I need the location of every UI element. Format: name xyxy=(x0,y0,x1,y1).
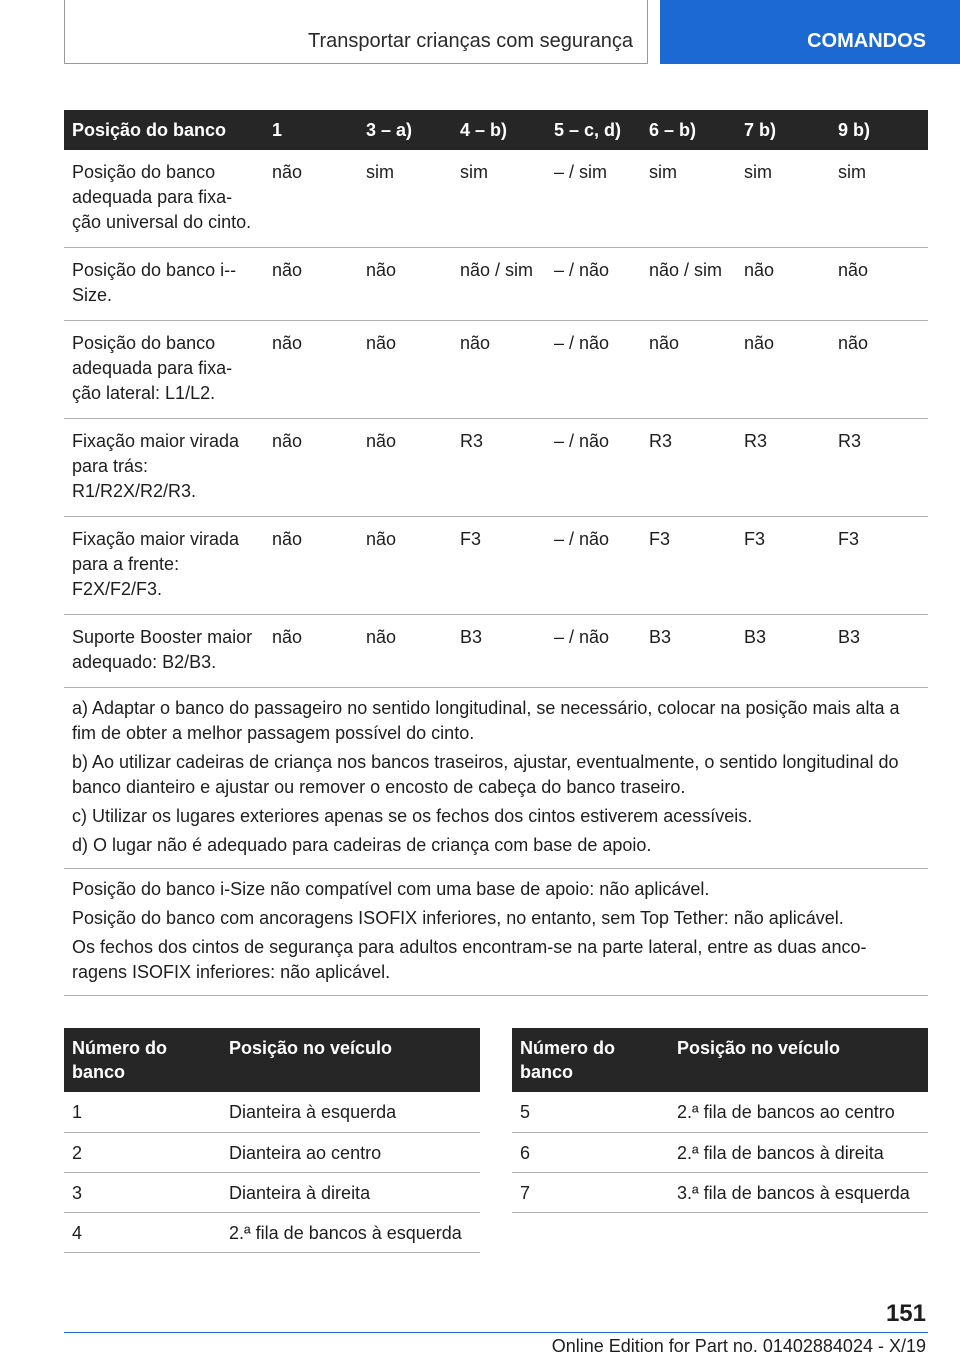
table-header-row xyxy=(512,1028,928,1092)
table-cell: não xyxy=(452,321,546,419)
table-header-row xyxy=(64,110,928,150)
row-label: Fixação maior virada para a frente: F2X/F2/F3. xyxy=(64,517,264,615)
table-row xyxy=(512,1172,928,1212)
row-label: Suporte Booster maior adequado: B2/B3. xyxy=(64,615,264,688)
table-cell: sim xyxy=(830,150,928,248)
table-cell: sim xyxy=(736,150,830,248)
seat-position: 3.ª fila de bancos à esquerda xyxy=(669,1172,928,1212)
table-cell: não xyxy=(358,321,452,419)
seat-number: 4 xyxy=(64,1212,221,1252)
table-cell: B3 xyxy=(641,615,736,688)
seat-number-table-right xyxy=(512,1028,928,1213)
footer-divider xyxy=(64,1332,928,1333)
seat-number: 6 xyxy=(512,1132,669,1172)
header-chapter-box xyxy=(64,0,648,64)
table-cell: F3 xyxy=(452,517,546,615)
header-section-tab xyxy=(660,0,960,64)
table-cell: não xyxy=(264,321,358,419)
table-cell: B3 xyxy=(452,615,546,688)
column-header: Posição no veículo xyxy=(221,1028,480,1092)
table-cell: R3 xyxy=(736,419,830,517)
table-cell: R3 xyxy=(830,419,928,517)
column-header: 1 xyxy=(264,110,358,150)
table-row xyxy=(64,419,928,517)
table-cell: não xyxy=(358,615,452,688)
table-cell: sim xyxy=(452,150,546,248)
table-cell: – / não xyxy=(546,615,641,688)
seat-position: Dianteira à esquerda xyxy=(221,1092,480,1132)
table-cell: não / sim xyxy=(641,248,736,321)
table-row xyxy=(64,517,928,615)
table-row xyxy=(512,1132,928,1172)
seat-number: 5 xyxy=(512,1092,669,1132)
note: Posição do banco i-Size não compatível com uma base de apoio: não aplicável. xyxy=(72,879,710,899)
table-cell: não / sim xyxy=(452,248,546,321)
table-row xyxy=(64,1212,480,1252)
table-cell: – / não xyxy=(546,419,641,517)
table-cell: B3 xyxy=(736,615,830,688)
table-cell: sim xyxy=(358,150,452,248)
table-row xyxy=(64,1092,480,1132)
table-cell: não xyxy=(264,248,358,321)
note: Posição do banco com ancoragens ISOFIX inferiores, no entanto, sem Top Tether: não aplicável. xyxy=(72,908,844,928)
table-cell: não xyxy=(736,248,830,321)
footnote: c) Utilizar os lugares exteriores apenas se os fechos dos cintos estiverem acessíveis. xyxy=(72,806,753,826)
table-row xyxy=(64,150,928,248)
column-header: Posição no veículo xyxy=(669,1028,928,1092)
seat-compatibility-table xyxy=(64,110,928,996)
table-cell: – / sim xyxy=(546,150,641,248)
seat-number: 1 xyxy=(64,1092,221,1132)
table-row xyxy=(64,248,928,321)
seat-position: Dianteira ao centro xyxy=(221,1132,480,1172)
row-label: Fixação maior virada para trás: R1/R2X/R2/R3. xyxy=(64,419,264,517)
seat-number: 7 xyxy=(512,1172,669,1212)
column-header: 5 – c, d) xyxy=(546,110,641,150)
footnote: d) O lugar não é adequado para cadeiras de criança com base de apoio. xyxy=(72,835,652,855)
table-cell: não xyxy=(830,248,928,321)
table-cell: não xyxy=(358,419,452,517)
footnotes-block xyxy=(64,688,928,869)
table-cell: B3 xyxy=(830,615,928,688)
table-cell: – / não xyxy=(546,321,641,419)
row-label: Posição do banco i--Size. xyxy=(64,248,264,321)
table-cell: não xyxy=(264,150,358,248)
row-label: Posição do banco adequada para fixa-ção universal do cinto. xyxy=(64,150,264,248)
footnotes-cell xyxy=(64,688,928,997)
notes-block xyxy=(64,869,928,996)
footnote: b) Ao utilizar cadeiras de criança nos bancos traseiros, ajustar, eventualmente, o sentido longitudinal do banco dianteiro e ajustar ou remover o encosto de cabeça do banco traseiro. xyxy=(72,752,899,797)
table-row xyxy=(64,1172,480,1212)
table-cell: não xyxy=(264,517,358,615)
table-cell: não xyxy=(358,248,452,321)
edition-note: Online Edition for Part no. 01402884024 - X/19 xyxy=(551,1336,926,1356)
seat-position: Dianteira à direita xyxy=(221,1172,480,1212)
column-header: Posição do banco xyxy=(64,110,264,150)
section-title: COMANDOS xyxy=(807,30,926,52)
column-header: 9 b) xyxy=(830,110,928,150)
column-header: Número do banco xyxy=(64,1028,221,1092)
table-cell: sim xyxy=(641,150,736,248)
table-cell: não xyxy=(264,615,358,688)
table-cell: não xyxy=(358,517,452,615)
column-header: 3 – a) xyxy=(358,110,452,150)
seat-position: 2.ª fila de bancos ao centro xyxy=(669,1092,928,1132)
table-row xyxy=(512,1092,928,1132)
table-cell: F3 xyxy=(641,517,736,615)
note: Os fechos dos cintos de segurança para adultos encontram-se na parte lateral, entre as duas anco-ragens ISOFIX inferiores: não aplicável. xyxy=(72,937,867,982)
table-row xyxy=(64,615,928,688)
seat-number-table-left xyxy=(64,1028,480,1253)
table-cell: R3 xyxy=(452,419,546,517)
table-cell: R3 xyxy=(641,419,736,517)
table-row xyxy=(64,1132,480,1172)
table-cell: F3 xyxy=(830,517,928,615)
chapter-title: Transportar crianças com segurança xyxy=(308,30,633,52)
column-header: Número do banco xyxy=(512,1028,669,1092)
row-label: Posição do banco adequada para fixa-ção lateral: L1/L2. xyxy=(64,321,264,419)
table-row xyxy=(64,321,928,419)
seat-number: 3 xyxy=(64,1172,221,1212)
column-header: 4 – b) xyxy=(452,110,546,150)
seat-position: 2.ª fila de bancos à esquerda xyxy=(221,1212,480,1252)
footnotes-row xyxy=(64,688,928,997)
seat-position: 2.ª fila de bancos à direita xyxy=(669,1132,928,1172)
table-header-row xyxy=(64,1028,480,1092)
table-cell: – / não xyxy=(546,248,641,321)
footnote: a) Adaptar o banco do passageiro no sentido longitudinal, se necessário, colocar na posição mais alta a fim de obter a melhor passagem possível do cinto. xyxy=(72,698,900,743)
table-cell: F3 xyxy=(736,517,830,615)
column-header: 6 – b) xyxy=(641,110,736,150)
column-header: 7 b) xyxy=(736,110,830,150)
seat-number: 2 xyxy=(64,1132,221,1172)
table-cell: não xyxy=(830,321,928,419)
table-cell: não xyxy=(641,321,736,419)
table-cell: – / não xyxy=(546,517,641,615)
table-cell: não xyxy=(264,419,358,517)
page-number: 151 xyxy=(885,1300,926,1327)
table-cell: não xyxy=(736,321,830,419)
